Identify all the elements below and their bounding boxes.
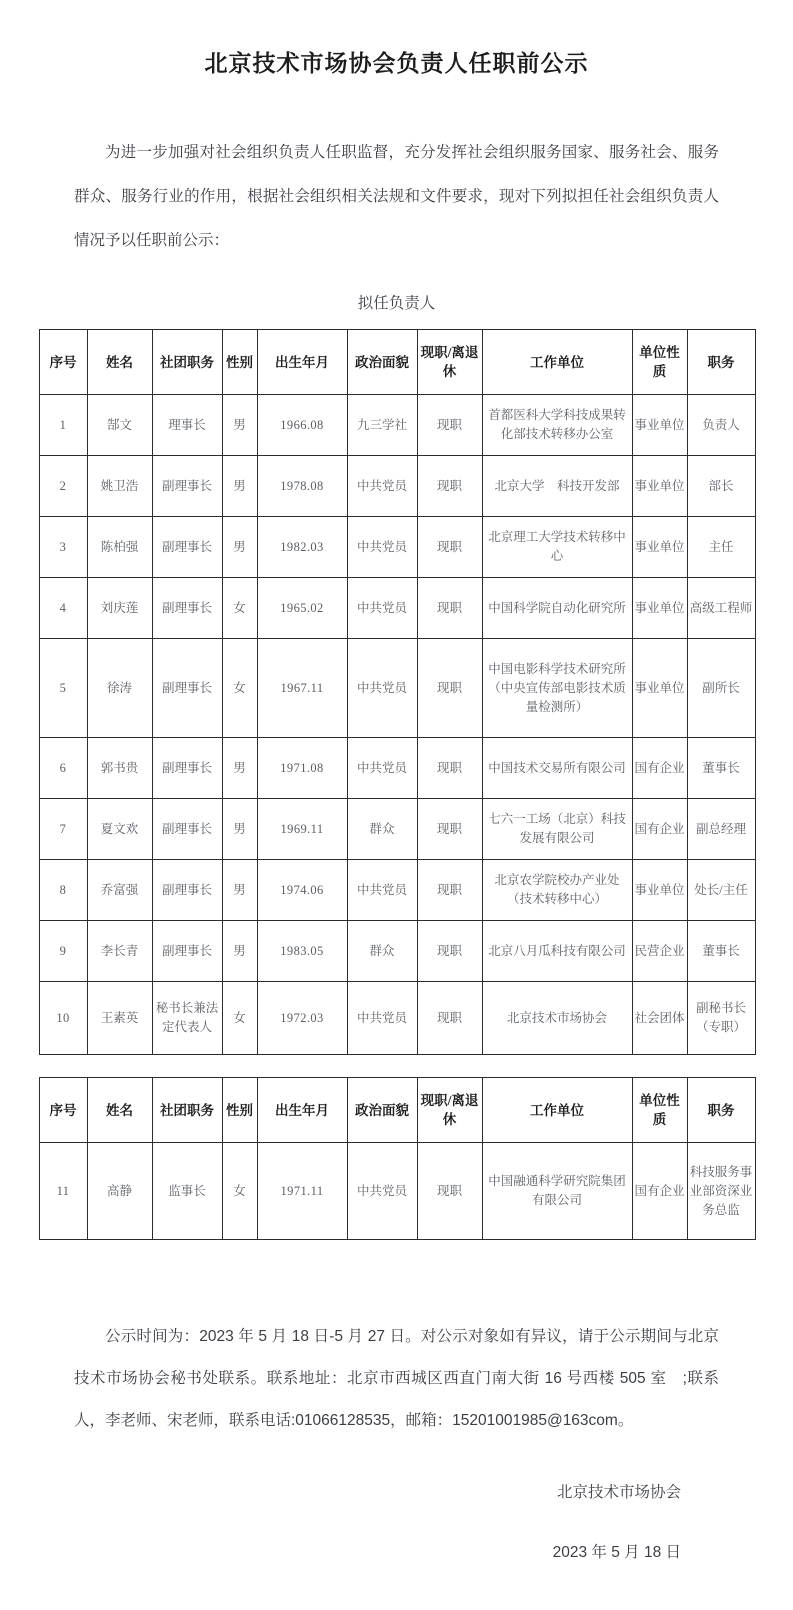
cell-unit: 北京技术市场协会 (482, 982, 632, 1055)
cell-sex: 女 (222, 982, 257, 1055)
cell-dob: 1971.11 (257, 1143, 347, 1240)
cell-status: 现职 (417, 395, 482, 456)
cell-title: 负责人 (687, 395, 755, 456)
table-row (39, 738, 755, 799)
cell-nature: 国有企业 (632, 738, 687, 799)
cell-status: 现职 (417, 639, 482, 738)
notice-period-paragraph: 公示时间为：2023 年 5 月 18 日-5 月 27 日。对公示对象如有异议，请于公示期间与北京技术市场协会秘书处联系。联系地址：北京市西城区西直门南大街 16 号西楼 505 室 ;联系人，李老师、宋老师，联系电话:01066128535，邮箱：15201001985@163com。 (74, 1328, 719, 1430)
cell-unit: 中国融通科学研究院集团有限公司 (482, 1143, 632, 1240)
supervisor-table-wrapper (39, 1077, 755, 1240)
cell-status: 现职 (417, 456, 482, 517)
cell-name: 乔富强 (87, 860, 152, 921)
cell-party: 中共党员 (347, 982, 417, 1055)
table-row (39, 395, 755, 456)
cell-name: 姚卫浩 (87, 456, 152, 517)
cell-sex: 男 (222, 921, 257, 982)
cell-title: 高级工程师 (687, 578, 755, 639)
cell-nature: 事业单位 (632, 395, 687, 456)
cell-name: 郭书贵 (87, 738, 152, 799)
cell-seq: 2 (39, 456, 87, 517)
cell-post: 副理事长 (152, 456, 222, 517)
cell-title: 副所长 (687, 639, 755, 738)
cell-party: 中共党员 (347, 860, 417, 921)
cell-nature: 社会团体 (632, 982, 687, 1055)
cell-party: 中共党员 (347, 517, 417, 578)
cell-nature: 事业单位 (632, 456, 687, 517)
table-header-row (39, 1078, 755, 1143)
cell-post: 副理事长 (152, 921, 222, 982)
cell-party: 群众 (347, 799, 417, 860)
table-row (39, 982, 755, 1055)
cell-seq: 7 (39, 799, 87, 860)
cell-dob: 1978.08 (257, 456, 347, 517)
cell-seq: 8 (39, 860, 87, 921)
cell-dob: 1967.11 (257, 639, 347, 738)
cell-sex: 女 (222, 639, 257, 738)
table-header-row (39, 330, 755, 395)
col-header-title: 职务 (687, 330, 755, 395)
cell-sex: 女 (222, 578, 257, 639)
cell-status: 现职 (417, 1143, 482, 1240)
supervisor-table-body (39, 1143, 755, 1240)
cell-party: 中共党员 (347, 1143, 417, 1240)
col-header-nature: 单位性质 (632, 330, 687, 395)
document-page (0, 15, 793, 1610)
cell-status: 现职 (417, 799, 482, 860)
col-header-name: 姓名 (87, 330, 152, 395)
cell-unit: 北京农学院校办产业处（技术转移中心） (482, 860, 632, 921)
cell-seq: 3 (39, 517, 87, 578)
table-row (39, 860, 755, 921)
cell-post: 副理事长 (152, 517, 222, 578)
cell-status: 现职 (417, 738, 482, 799)
col-header-name: 姓名 (87, 1078, 152, 1143)
cell-unit: 北京大学 科技开发部 (482, 456, 632, 517)
col-header-sex: 性别 (222, 1078, 257, 1143)
cell-post: 秘书长兼法定代表人 (152, 982, 222, 1055)
cell-title: 处长/主任 (687, 860, 755, 921)
cell-unit: 七六一工场（北京）科技发展有限公司 (482, 799, 632, 860)
cell-dob: 1971.08 (257, 738, 347, 799)
cell-status: 现职 (417, 578, 482, 639)
col-header-status: 现职/离退休 (417, 1078, 482, 1143)
cell-party: 群众 (347, 921, 417, 982)
supervisor-table (39, 1077, 756, 1240)
cell-dob: 1969.11 (257, 799, 347, 860)
cell-status: 现职 (417, 860, 482, 921)
cell-title: 科技服务事业部资深业务总监 (687, 1143, 755, 1240)
cell-status: 现职 (417, 517, 482, 578)
cell-nature: 事业单位 (632, 578, 687, 639)
cell-title: 董事长 (687, 921, 755, 982)
cell-title: 副总经理 (687, 799, 755, 860)
cell-title: 部长 (687, 456, 755, 517)
cell-unit: 中国科学院自动化研究所 (482, 578, 632, 639)
table-row (39, 517, 755, 578)
cell-name: 王素英 (87, 982, 152, 1055)
col-header-nature: 单位性质 (632, 1078, 687, 1143)
cell-post: 理事长 (152, 395, 222, 456)
cell-name: 陈柏强 (87, 517, 152, 578)
col-header-unit: 工作单位 (482, 330, 632, 395)
cell-name: 徐涛 (87, 639, 152, 738)
col-header-dob: 出生年月 (257, 1078, 347, 1143)
cell-unit: 北京理工大学技术转移中心 (482, 517, 632, 578)
cell-post: 副理事长 (152, 860, 222, 921)
cell-nature: 事业单位 (632, 860, 687, 921)
col-header-title: 职务 (687, 1078, 755, 1143)
col-header-party: 政治面貌 (347, 1078, 417, 1143)
cell-dob: 1974.06 (257, 860, 347, 921)
table-row (39, 578, 755, 639)
cell-name: 高静 (87, 1143, 152, 1240)
col-header-post: 社团职务 (152, 330, 222, 395)
cell-seq: 9 (39, 921, 87, 982)
table-row (39, 456, 755, 517)
cell-party: 中共党员 (347, 578, 417, 639)
signature-organization: 北京技术市场协会 (556, 1484, 681, 1502)
cell-nature: 民营企业 (632, 921, 687, 982)
cell-unit: 首都医科大学科技成果转化部技术转移办公室 (482, 395, 632, 456)
appointees-table (39, 329, 756, 1055)
cell-sex: 女 (222, 1143, 257, 1240)
cell-nature: 国有企业 (632, 1143, 687, 1240)
cell-sex: 男 (222, 860, 257, 921)
cell-nature: 事业单位 (632, 639, 687, 738)
appointees-table-body (39, 395, 755, 1055)
cell-post: 副理事长 (152, 639, 222, 738)
cell-name: 郜文 (87, 395, 152, 456)
cell-dob: 1982.03 (257, 517, 347, 578)
col-header-unit: 工作单位 (482, 1078, 632, 1143)
table-row (39, 1143, 755, 1240)
cell-dob: 1966.08 (257, 395, 347, 456)
cell-post: 副理事长 (152, 578, 222, 639)
signature-date: 2023 年 5 月 18 日 (552, 1544, 681, 1562)
col-header-dob: 出生年月 (257, 330, 347, 395)
cell-sex: 男 (222, 456, 257, 517)
col-header-sex: 性别 (222, 330, 257, 395)
appointees-table-wrapper (39, 329, 755, 1055)
cell-post: 副理事长 (152, 799, 222, 860)
col-header-status: 现职/离退休 (417, 330, 482, 395)
cell-seq: 4 (39, 578, 87, 639)
cell-dob: 1983.05 (257, 921, 347, 982)
cell-status: 现职 (417, 982, 482, 1055)
cell-seq: 6 (39, 738, 87, 799)
col-header-seq: 序号 (39, 330, 87, 395)
cell-title: 董事长 (687, 738, 755, 799)
cell-party: 九三学社 (347, 395, 417, 456)
cell-nature: 国有企业 (632, 799, 687, 860)
cell-seq: 5 (39, 639, 87, 738)
cell-title: 副秘书长（专职） (687, 982, 755, 1055)
cell-name: 刘庆莲 (87, 578, 152, 639)
cell-sex: 男 (222, 799, 257, 860)
cell-party: 中共党员 (347, 738, 417, 799)
cell-post: 监事长 (152, 1143, 222, 1240)
cell-seq: 1 (39, 395, 87, 456)
intro-paragraph: 为进一步加强对社会组织负责人任职监督，充分发挥社会组织服务国家、服务社会、服务群众、服务行业的作用，根据社会组织相关法规和文件要求，现对下列拟担任社会组织负责人情况予以任职前公示： (74, 144, 719, 250)
cell-unit: 中国电影科学技术研究所 （中央宣传部电影技术质量检测所） (482, 639, 632, 738)
table-row (39, 921, 755, 982)
cell-seq: 11 (39, 1143, 87, 1240)
section-heading-appointees: 拟任负责人 (357, 295, 436, 313)
cell-name: 夏文欢 (87, 799, 152, 860)
table-row (39, 799, 755, 860)
cell-seq: 10 (39, 982, 87, 1055)
cell-dob: 1972.03 (257, 982, 347, 1055)
cell-sex: 男 (222, 738, 257, 799)
cell-name: 李长青 (87, 921, 152, 982)
col-header-party: 政治面貌 (347, 330, 417, 395)
cell-party: 中共党员 (347, 456, 417, 517)
cell-dob: 1965.02 (257, 578, 347, 639)
cell-sex: 男 (222, 517, 257, 578)
col-header-seq: 序号 (39, 1078, 87, 1143)
cell-unit: 中国技术交易所有限公司 (482, 738, 632, 799)
cell-status: 现职 (417, 921, 482, 982)
cell-party: 中共党员 (347, 639, 417, 738)
table-row (39, 639, 755, 738)
cell-title: 主任 (687, 517, 755, 578)
cell-unit: 北京八月瓜科技有限公司 (482, 921, 632, 982)
col-header-post: 社团职务 (152, 1078, 222, 1143)
cell-nature: 事业单位 (632, 517, 687, 578)
cell-post: 副理事长 (152, 738, 222, 799)
cell-sex: 男 (222, 395, 257, 456)
page-title: 北京技术市场协会负责人任职前公示 (204, 51, 589, 77)
